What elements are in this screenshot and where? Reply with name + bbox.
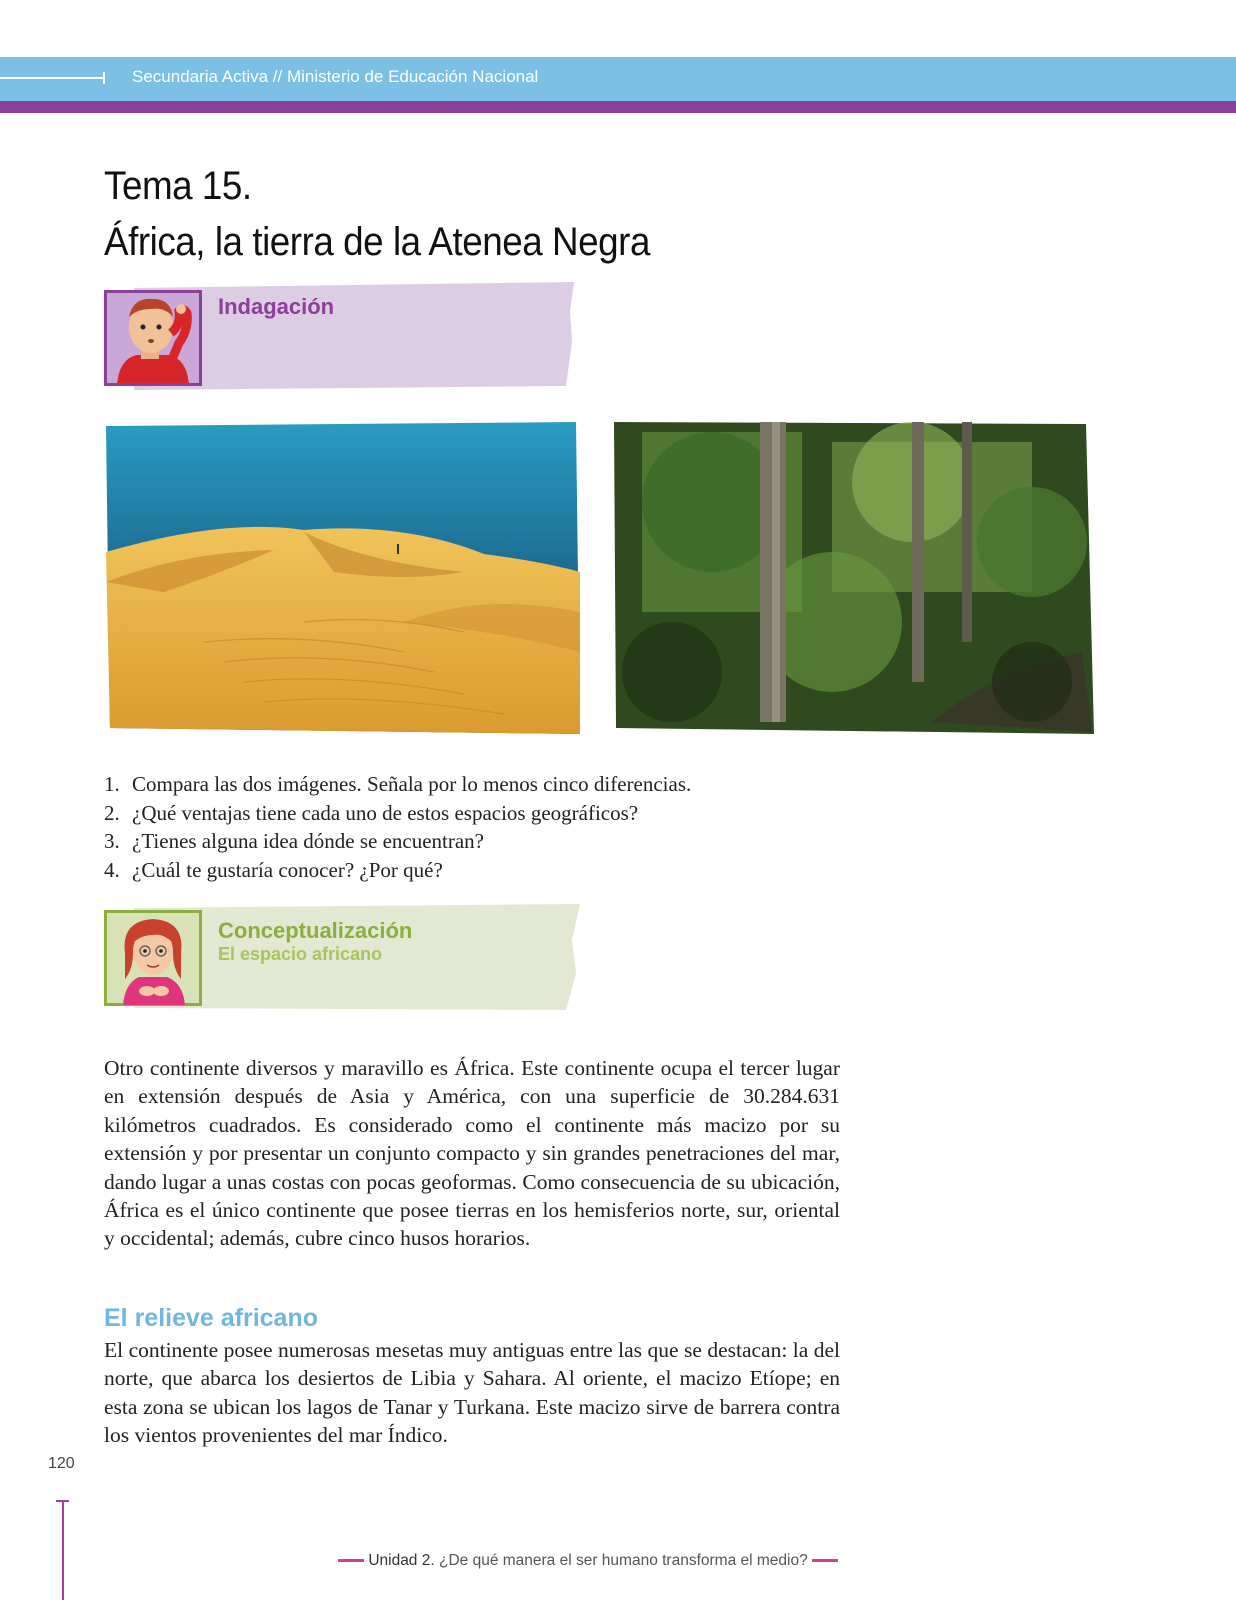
indagacion-banner bbox=[104, 282, 584, 392]
footer-question: ¿De qué manera el ser humano transforma el medio? bbox=[438, 1552, 808, 1569]
footer-bar-right bbox=[812, 1559, 838, 1562]
question-text: ¿Tienes alguna idea dónde se encuentran? bbox=[132, 829, 485, 853]
page-title bbox=[104, 158, 650, 270]
tropical-forest-photo bbox=[612, 422, 1096, 736]
girl-teacher-icon bbox=[104, 910, 202, 1006]
footer-unit: Unidad 2. bbox=[368, 1552, 435, 1569]
question-text: ¿Cuál te gustaría conocer? ¿Por qué? bbox=[132, 857, 443, 882]
body-paragraph-2: El continente posee numerosas mesetas muy antiguas entre las que se destacan: la del norte, que abarca los desiertos de Libia y Sahara. Al oriente, el macizo Etíope; en esta zona se ubican los lagos de Tanar y Turkana. Este macizo sirve de barrera contra los vientos provenientes del mar Índico. bbox=[104, 1338, 840, 1448]
indagacion-title: Indagación bbox=[218, 294, 335, 319]
list-item: 4. ¿Cuál te gustaría conocer? ¿Por qué? bbox=[104, 857, 443, 882]
title-line-2: África, la tierra de la Atenea Negra bbox=[104, 220, 650, 264]
list-item: 3. ¿Tienes alguna idea dónde se encuentran? bbox=[104, 829, 485, 853]
conceptualizacion-title: Conceptualización bbox=[218, 918, 413, 943]
header-accent-bar bbox=[0, 101, 1236, 113]
question-text: ¿Qué ventajas tiene cada uno de estos espacios geográficos? bbox=[132, 800, 639, 825]
conceptualizacion-subtitle: El espacio africano bbox=[218, 944, 383, 964]
header-rule bbox=[0, 77, 104, 79]
footer bbox=[338, 1552, 838, 1570]
list-item: 1. Compara las dos imágenes. Señala por lo menos cinco diferencias. bbox=[104, 772, 692, 796]
desert-dunes-photo bbox=[104, 422, 584, 736]
title-line-1: Tema 15. bbox=[104, 164, 252, 208]
margin-line bbox=[62, 1500, 64, 1600]
header-rule-tick bbox=[103, 72, 105, 84]
conceptualizacion-banner bbox=[104, 904, 584, 1014]
footer-bar-left bbox=[338, 1559, 364, 1562]
question-list bbox=[104, 770, 691, 884]
body-paragraph-1: Otro continente diversos y maravillo es África. Este continente ocupa el tercer lugar en extensión después de Asia y América, con una superficie de 30.284.631 kilómetros cuadrados. Es considerado como el continente más macizo por su extensión y por presentar un conjunto compacto y sin grandes penetraciones del mar, dando lugar a unas costas con pocas geoformas. Como consecuencia de su ubicación, África es el único continente que posee tierras en los hemisferios norte, sur, oriental y occidental; además, cubre cinco husos horarios. bbox=[104, 1056, 840, 1251]
list-item: 2. ¿Qué ventajas tiene cada uno de estos espacios geográficos? bbox=[104, 800, 639, 825]
boy-thinking-icon bbox=[104, 290, 202, 386]
page-number: 120 bbox=[48, 1455, 75, 1472]
header-text: Secundaria Activa // Ministerio de Educación Nacional bbox=[132, 67, 539, 86]
section-heading: El relieve africano bbox=[104, 1304, 319, 1332]
question-text: Compara las dos imágenes. Señala por lo menos cinco diferencias. bbox=[132, 772, 692, 796]
